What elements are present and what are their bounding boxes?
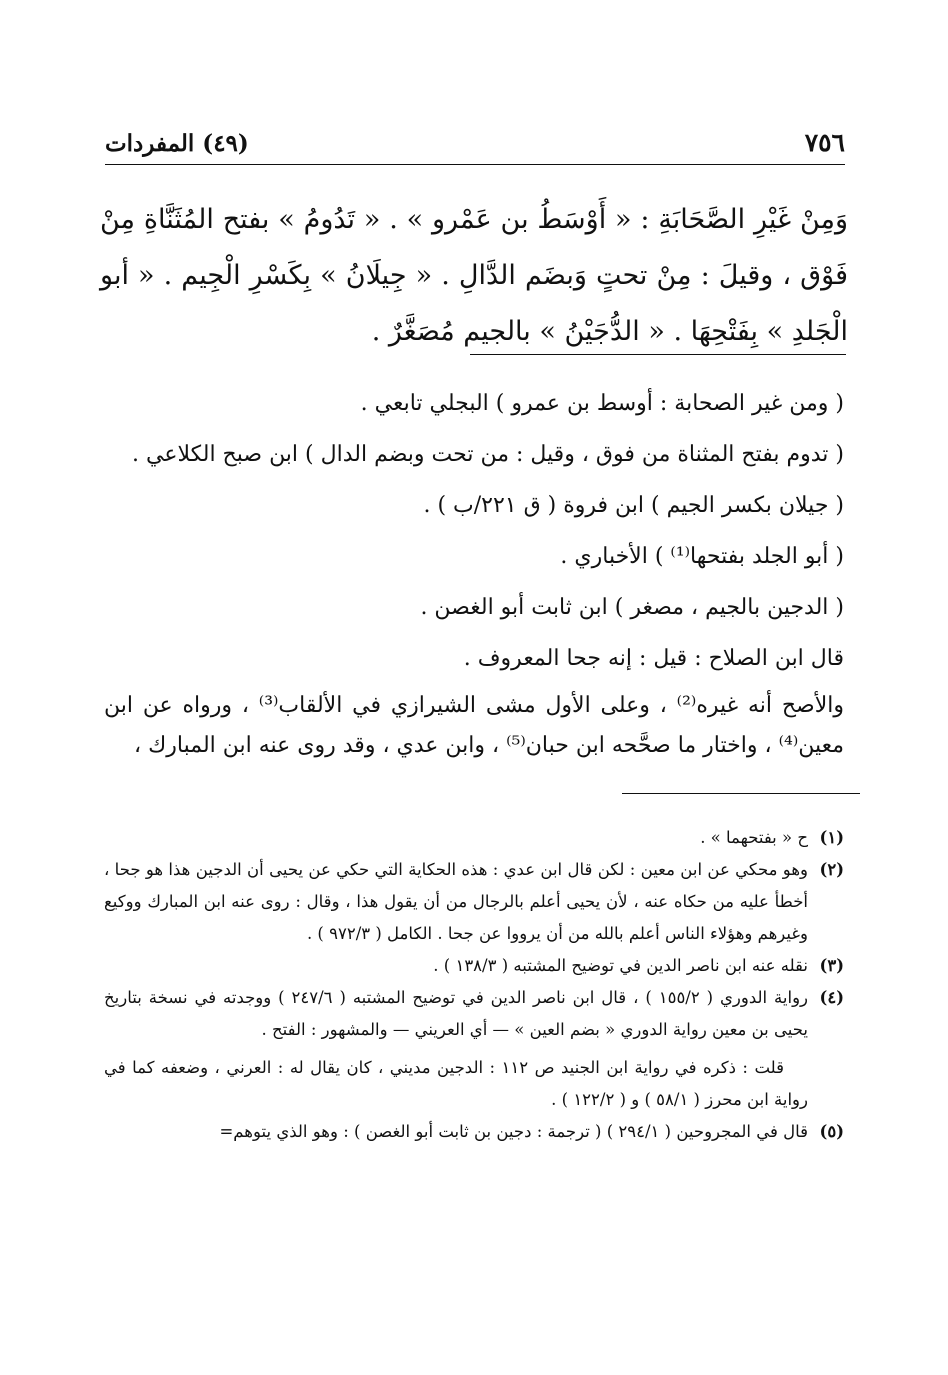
matn-paragraph: وَمِنْ غَيْرِ الصَّحَابَةِ : « أَوْسَطُ بن عَمْرو » . « تَدُومُ » بفتح المُثَنَّاةِ مِنْ فَوْق ، وقيلَ : مِنْ تحتٍ وَبضَم الدَّالِ . « جِيلَانُ » بِكَسْرِ الْجِيم . « أبو الْجَلدِ » بِفَتْحِهَا . « الدُّجَيْنُ » بالجيم مُصَغَّرٌ . <box>100 204 848 347</box>
footnote-number: (٣) <box>819 956 844 975</box>
footnotes-block <box>104 822 844 1148</box>
footnote-text: قال في المجروحين ( ٢٩٤/١ ) ( ترجمة : دجين بن ثابت أبو الغصن ) : وهو الذي يتوهم= <box>219 1122 808 1141</box>
footnote-body <box>104 950 808 982</box>
footnote-3 <box>104 950 844 982</box>
footnote-number: (٢) <box>819 860 844 879</box>
footnote-2 <box>104 854 844 950</box>
commentary-line: ( جيلان بكسر الجيم ) ابن فروة ( ق ٢٢١/ب ) . <box>423 493 844 518</box>
page-header <box>105 128 845 165</box>
footnote-body <box>104 822 808 854</box>
footnote-text: وهو محكي عن ابن معين : لكن قال ابن عدي : هذه الحكاية التي حكي عن يحيى أن الدجين هذا هو جحا ، أخطأ عليه من حكاه عنه ، لأن يحيى أعلم بالرجال من أن يقول هذا ، وقال : روى عنه ابن المبارك ووكيع وغيرهم وهؤلاء الناس أعلم بالله من أن يرووا عن جحا . الكامل ( ٩٧٢/٣ ) . <box>104 860 808 943</box>
footnote-body <box>104 854 808 950</box>
commentary-block <box>104 378 844 766</box>
footnote-number: (٥) <box>819 1122 844 1141</box>
footnote-number: (٤) <box>819 988 844 1007</box>
footnote-text: قلت : ذكره في رواية ابن الجنيد ص ١١٢ : الدجين مديني ، كان يقال له : العرني ، وضعفه كما في رواية ابن محرز ( ٥٨/١ ) و ( ١٢٢/٢ ) . <box>104 1058 808 1109</box>
footnote-body <box>104 982 808 1116</box>
commentary-line: ( تدوم بفتح المثناة من فوق ، وقيل : من تحت وبضم الدال ) ابن صبح الكلاعي . <box>132 442 844 467</box>
matn-text-block <box>100 192 848 360</box>
running-title: (٤٩) المفردات <box>105 130 249 157</box>
footnote-text: نقله عنه ابن ناصر الدين في توضيح المشتبه ( ١٣٨/٣ ) . <box>433 956 808 975</box>
page-number: ٧٥٦ <box>804 128 845 157</box>
commentary-paragraph: والأصح أنه غيره⁽²⁾ ، وعلى الأول مشى الشيرازي في الألقاب⁽³⁾ ، ورواه عن ابن معين⁽⁴⁾ ، واختار ما صحَّحه ابن حبان⁽⁵⁾ ، وابن عدي ، وقد روى عنه ابن المبارك ، <box>104 693 844 758</box>
commentary-line: ( أبو الجلد بفتحها⁽¹⁾ ) الأخباري . <box>560 544 844 569</box>
footnote-number: (١) <box>819 828 844 847</box>
footnote-4 <box>104 982 844 1116</box>
commentary-line: قال ابن الصلاح : قيل : إنه جحا المعروف . <box>463 646 844 671</box>
footnote-body <box>104 1116 808 1148</box>
footnote-separator-rule <box>622 793 860 794</box>
footnote-text: رواية الدوري ( ١٥٥/٢ ) ، قال ابن ناصر الدين في توضيح المشتبه ( ٢٤٧/٦ ) ووجدته في نسخة بتاريخ يحيى بن معين رواية الدوري « بضم العين » — أي العريني — والمشهور : الفتح . <box>104 988 809 1039</box>
footnote-1 <box>104 822 844 854</box>
matn-separator-rule <box>470 354 846 355</box>
footnote-text: ح « بفتحهما » . <box>700 828 808 847</box>
commentary-line: ( الدجين بالجيم ، مصغر ) ابن ثابت أبو الغصن . <box>420 595 844 620</box>
commentary-line: ( ومن غير الصحابة : أوسط بن عمرو ) البجلي تابعي . <box>360 391 844 416</box>
footnote-5 <box>104 1116 844 1148</box>
